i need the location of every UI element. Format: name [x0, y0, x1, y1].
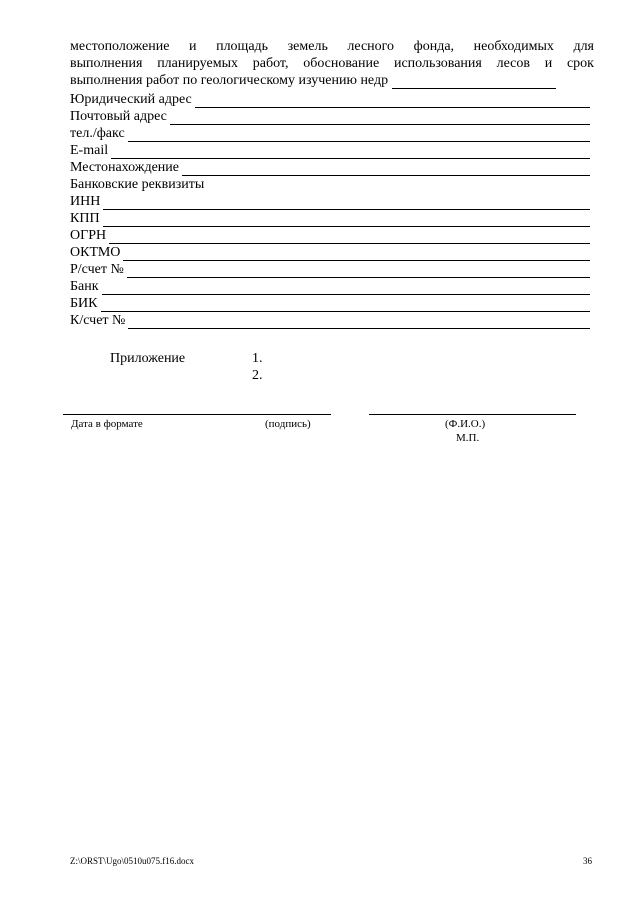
email-field [70, 142, 590, 159]
kpp-blank[interactable] [103, 213, 590, 227]
postal-address-blank[interactable] [170, 111, 590, 125]
phone-fax-blank[interactable] [128, 128, 590, 142]
oktmo-blank[interactable] [123, 247, 590, 261]
name-line[interactable] [369, 414, 576, 415]
email-label: E-mail [70, 143, 109, 158]
bik-field [70, 295, 590, 312]
attachment-label: Приложение [110, 351, 186, 366]
bank-field [70, 278, 590, 295]
bank-details-heading: Банковские реквизиты [70, 177, 205, 192]
location-field [70, 159, 590, 176]
inn-field [70, 193, 590, 210]
settlement-account-label: Р/счет № [70, 262, 124, 277]
phone-fax-field [70, 125, 590, 142]
attachment-item-2: 2. [252, 368, 263, 383]
correspondent-account-field [70, 312, 590, 329]
postal-address-label: Почтовый адрес [70, 109, 167, 124]
legal-address-label: Юридический адрес [70, 92, 192, 107]
intro-paragraph [70, 38, 594, 89]
bank-label: Банк [70, 279, 99, 294]
date-signature-line[interactable] [63, 414, 331, 415]
location-label: Местонахождение [70, 160, 180, 175]
correspondent-account-blank[interactable] [128, 315, 590, 329]
signature-caption: (подпись) [265, 418, 311, 430]
kpp-label: КПП [70, 211, 100, 226]
bik-label: БИК [70, 296, 98, 311]
ogrn-field [70, 227, 590, 244]
legal-address-blank[interactable] [195, 94, 590, 108]
oktmo-label: ОКТМО [70, 245, 121, 260]
stamp-caption: М.П. [456, 432, 480, 444]
correspondent-account-label: К/счет № [70, 313, 126, 328]
inn-label: ИНН [70, 194, 101, 209]
kpp-field [70, 210, 590, 227]
ogrn-label: ОГРН [70, 228, 107, 243]
date-caption: Дата в формате [71, 418, 143, 430]
settlement-account-blank[interactable] [127, 264, 590, 278]
inn-blank[interactable] [103, 196, 590, 210]
intro-line-2: выполнения планируемых работ, обоснование использования лесов и срок [70, 56, 594, 71]
postal-address-field [70, 108, 590, 125]
intro-blank-line[interactable] [392, 75, 556, 89]
attachment-item-1: 1. [252, 351, 263, 366]
name-caption: (Ф.И.О.) [445, 418, 486, 430]
email-blank[interactable] [111, 145, 590, 159]
location-blank[interactable] [182, 162, 590, 176]
settlement-account-field [70, 261, 590, 278]
phone-fax-label: тел./факс [70, 126, 125, 141]
legal-address-field [70, 91, 590, 108]
bank-blank[interactable] [102, 281, 590, 295]
oktmo-field [70, 244, 590, 261]
ogrn-blank[interactable] [109, 230, 590, 244]
footer-file-path: Z:\ORST\Ugo\0510u075.f16.docx [70, 856, 194, 866]
intro-line-1: местоположение и площадь земель лесного фонда, необходимых для [70, 39, 594, 54]
intro-line-3-text: выполнения работ по геологическому изучению недр [70, 73, 389, 88]
page-number: 36 [583, 856, 592, 866]
intro-line-3 [70, 72, 594, 89]
bik-blank[interactable] [101, 298, 591, 312]
